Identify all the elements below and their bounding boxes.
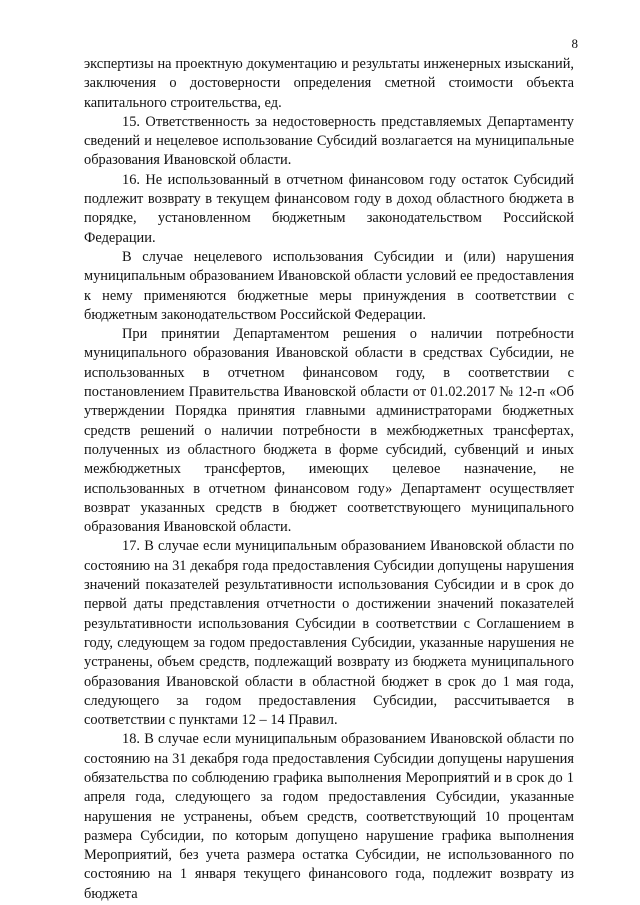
paragraph-4: В случае нецелевого использования Субсидии и (или) нарушения муниципальным образованием Ивановской области условий ее предоставления к нему применяются бюджетные меры принуждения в соответствии с бюджетным законодательством Российской Федерации.: [84, 248, 574, 323]
paragraph-5: При принятии Департаментом решения о наличии потребности муниципального образования Ивановской области в средствах Субсидии, не использованных в отчетном финансовом году, в соответствии с постановлением Правительства Ивановской области от 01.02.2017 № 12-п «Об утверждении Порядка принятия главными администраторами бюджетных средств решений о наличии потребности в межбюджетных трансфертах, полученных из областного бюджета в форме субсидий, субвенций и иных межбюджетных трансфертов, имеющих целевое назначение, не использованных в отчетном финансовом году» Департамент осуществляет возврат указанных средств в бюджет соответствующего муниципального образования Ивановской области.: [84, 326, 574, 536]
paragraph-1: экспертизы на проектную документацию и результаты инженерных изысканий, заключения о достоверности определения сметной стоимости объекта капитального строительства, ед.: [84, 56, 574, 111]
paragraph-7: 18. В случае если муниципальным образованием Ивановской области по состоянию на 31 декабря года предоставления Субсидии допущены нарушения обязательства по соблюдению графика выполнения Мероприятий и в срок до 1 апреля года, следующего за годом предоставления Субсидии, указанные нарушения не устранены, объем средств, соответствующий 10 процентам размера Субсидии, по которым допущено нарушение графика выполнения Мероприятий, без учета размера остатка Субсидии, не использованного по состоянию на 1 января текущего финансового года, подлежит возврату из бюджета: [84, 731, 574, 902]
paragraph-2: 15. Ответственность за недостоверность представляемых Департаменту сведений и нецелевое использование Субсидий возлагается на муниципальные образования Ивановской области.: [84, 113, 574, 169]
paragraph-3: 16. Не использованный в отчетном финансовом году остаток Субсидий подлежит возврату в текущем финансовом году в доход областного бюджета в порядке, установленном бюджетным законодательством Российской Федерации.: [84, 171, 574, 246]
page-number: 8: [571, 36, 578, 51]
document-body: [84, 55, 574, 904]
paragraph-6: 17. В случае если муниципальным образованием Ивановской области по состоянию на 31 декабря года предоставления Субсидии допущены нарушения значений показателей результативности использования Субсидии и в срок до первой даты представления отчетности о достижении значений показателей результативности использования Субсидии в соответствии с Соглашением в году, следующем за годом предоставления Субсидии, указанные нарушения не устранены, объем средств, подлежащий возврату из бюджета муниципального образования Ивановской области в областной бюджет в срок до 1 мая года, следующего за годом предоставления Субсидии, рассчитывается в соответствии с пунктами 12 – 14 Правил.: [84, 538, 574, 729]
